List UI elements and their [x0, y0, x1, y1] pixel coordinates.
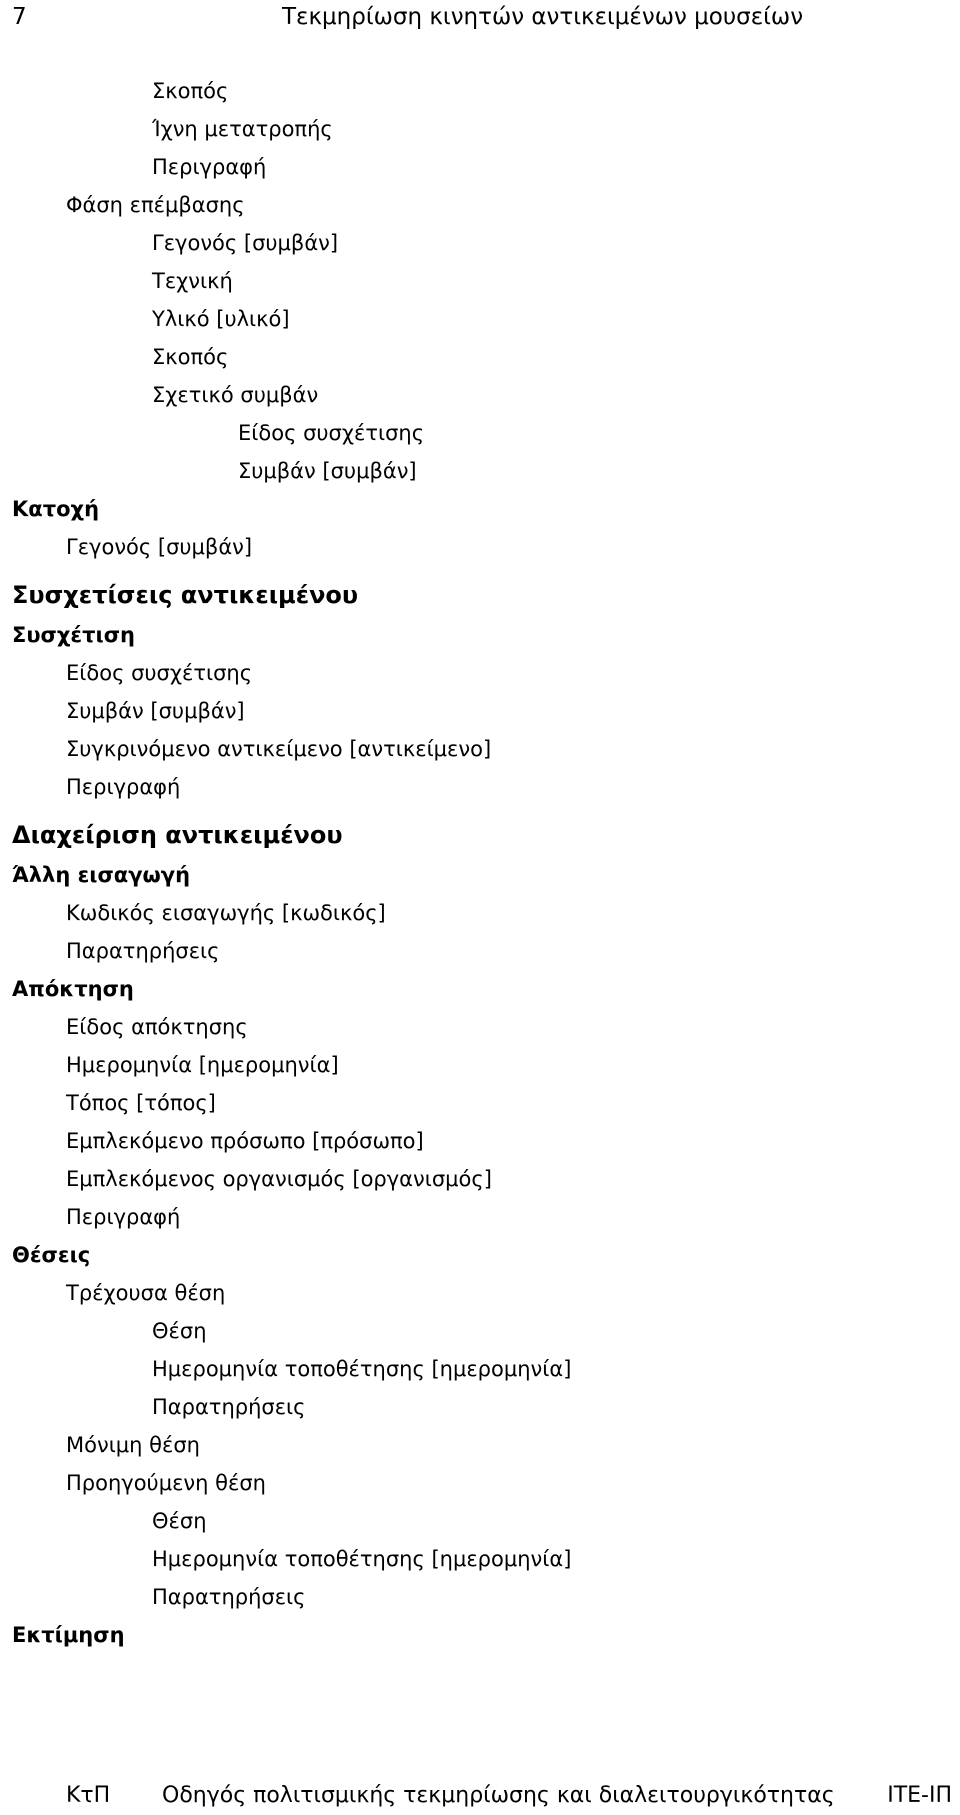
outline-heading: Άλλη εισαγωγή [12, 863, 191, 887]
outline-item: Εμπλεκόμενος οργανισμός [οργανισμός] [66, 1167, 492, 1191]
document-outline [0, 72, 960, 1654]
outline-item: Φάση επέμβασης [66, 193, 245, 217]
outline-item: Τεχνική [152, 269, 233, 293]
outline-item: Είδος απόκτησης [66, 1015, 248, 1039]
footer-right-label: ΙΤΕ-ΙΠ [887, 1783, 952, 1808]
outline-item: Κωδικός εισαγωγής [κωδικός] [66, 901, 386, 925]
outline-item: Συμβάν [συμβάν] [66, 699, 245, 723]
outline-item: Παρατηρήσεις [66, 939, 220, 963]
outline-item: Σχετικό συμβάν [152, 383, 319, 407]
outline-item: Είδος συσχέτισης [66, 661, 253, 685]
outline-item: Παρατηρήσεις [152, 1585, 306, 1609]
outline-heading: Απόκτηση [12, 977, 134, 1001]
page-number: 7 [12, 4, 27, 30]
outline-item: Συμβάν [συμβάν] [238, 459, 417, 483]
outline-item: Εμπλεκόμενο πρόσωπο [πρόσωπο] [66, 1129, 424, 1153]
outline-item: Γεγονός [συμβάν] [66, 535, 253, 559]
outline-heading: Συσχέτιση [12, 623, 136, 647]
outline-heading: Κατοχή [12, 497, 100, 521]
outline-item: Σκοπός [152, 79, 229, 103]
running-title: Τεκμηρίωση κινητών αντικειμένων μουσείων [282, 4, 804, 30]
section-title: Διαχείριση αντικειμένου [12, 821, 343, 849]
page-footer [10, 1783, 952, 1813]
outline-item: Συγκρινόμενο αντικείμενο [αντικείμενο] [66, 737, 492, 761]
outline-item: Προηγούμενη θέση [66, 1471, 266, 1495]
outline-item: Περιγραφή [66, 1205, 181, 1229]
outline-item: Ημερομηνία τοποθέτησης [ημερομηνία] [152, 1357, 572, 1381]
outline-item: Θέση [152, 1319, 207, 1343]
section-title: Συσχετίσεις αντικειμένου [12, 581, 359, 609]
outline-item: Τόπος [τόπος] [66, 1091, 216, 1115]
outline-item: Ημερομηνία [ημερομηνία] [66, 1053, 339, 1077]
footer-left-label: ΚτΠ [66, 1783, 111, 1808]
outline-spacer [0, 566, 960, 574]
outline-item: Παρατηρήσεις [152, 1395, 306, 1419]
outline-item: Τρέχουσα θέση [66, 1281, 226, 1305]
footer-title: Οδηγός πολιτισμικής τεκμηρίωσης και διαλειτουργικότητας [162, 1783, 835, 1808]
outline-item: Υλικό [υλικό] [152, 307, 290, 331]
outline-item: Γεγονός [συμβάν] [152, 231, 339, 255]
outline-heading: Θέσεις [12, 1243, 91, 1267]
outline-item: Περιγραφή [152, 155, 267, 179]
outline-item: Περιγραφή [66, 775, 181, 799]
outline-item: Σκοπός [152, 345, 229, 369]
outline-spacer [0, 806, 960, 814]
outline-item: Είδος συσχέτισης [238, 421, 425, 445]
page-header [12, 4, 948, 34]
outline-item: Ίχνη μετατροπής [152, 117, 333, 141]
outline-item: Θέση [152, 1509, 207, 1533]
outline-item: Ημερομηνία τοποθέτησης [ημερομηνία] [152, 1547, 572, 1571]
outline-item: Μόνιμη θέση [66, 1433, 200, 1457]
outline-heading: Εκτίμηση [12, 1623, 125, 1647]
